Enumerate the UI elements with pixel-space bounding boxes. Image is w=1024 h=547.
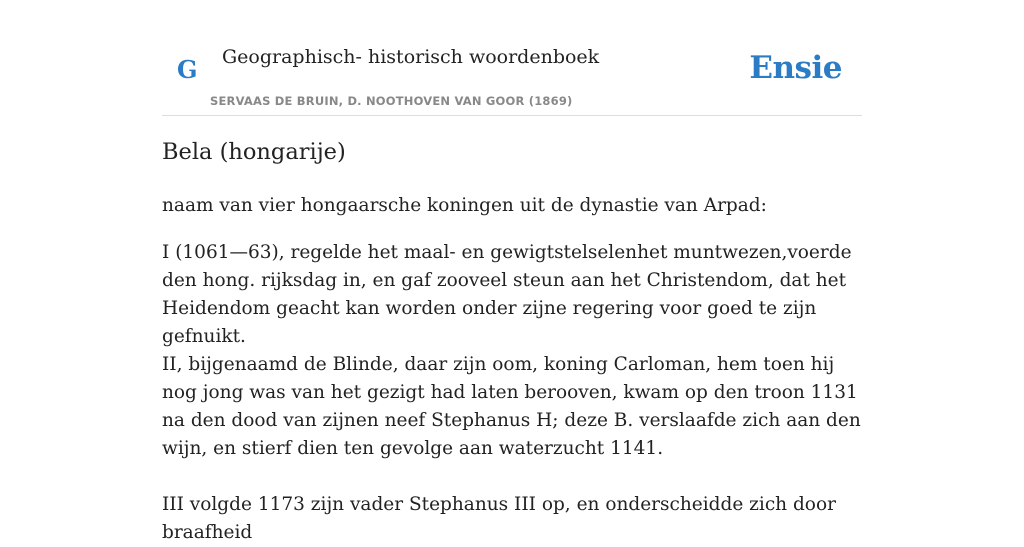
page-container xyxy=(162,0,862,543)
dictionary-logo-letter[interactable]: G xyxy=(177,55,198,84)
entry-paragraph-2: II, bijgenaamd de Blinde, daar zijn oom, koning Carloman, hem toen hij nog jong was van het gezigt had laten berooven, kwam op den troon 1131 na den dood van zijnen neef Stephanus H; deze B. verslaafde zich aan den wijn, en stierf dien ten gevolge aan waterzucht 1141. xyxy=(162,354,861,459)
entry-paragraph-1: I (1061—63), regelde het maal- en gewigtstelselenhet muntwezen,voerde den hong. rijksdag in, en gaf zooveel steun aan het Christendom, dat het Heidendom geacht kan worden onder zijne regering voor goed te zijn gefnuikt. xyxy=(162,242,852,347)
ensie-brand-logo[interactable]: Ensie xyxy=(749,50,842,86)
entry-intro: naam van vier hongaarsche koningen uit de dynastie van Arpad: xyxy=(162,195,767,216)
book-header xyxy=(162,0,862,116)
entry-paragraph-3: III volgde 1173 zijn vader Stephanus III op, en onderscheidde zich door braafheid xyxy=(162,494,836,543)
entry-title: Bela (hongarije) xyxy=(162,139,346,165)
book-title-link[interactable]: Geographisch- historisch woordenboek xyxy=(222,46,600,68)
book-authors-year: SERVAAS DE BRUIN, D. NOOTHOVEN VAN GOOR (1869) xyxy=(210,94,573,108)
